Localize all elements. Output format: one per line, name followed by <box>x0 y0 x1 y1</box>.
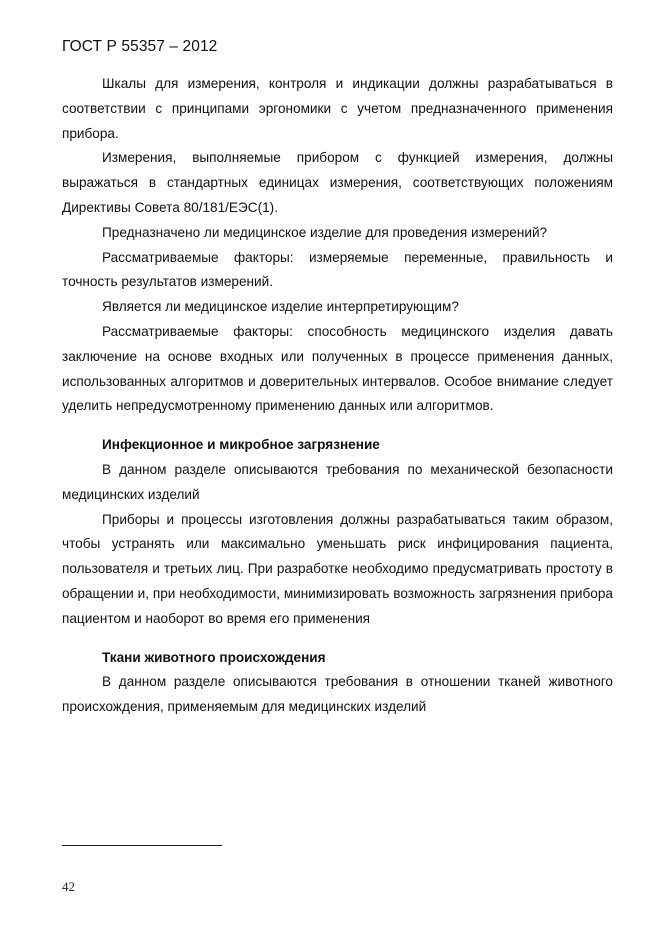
paragraph: Измерения, выполняемые прибором с функцией измерения, должны выражаться в стандартных единицах измерения, соответствующих положениям Директивы Совета 80/181/ЕЭС(1). <box>62 150 613 215</box>
paragraph: Является ли медицинское изделие интерпретирующим? <box>102 299 459 315</box>
paragraph: В данном разделе описываются требования в отношении тканей животного происхождения, применяемым для медицинских изделий <box>62 674 613 715</box>
paragraph: Шкалы для измерения, контроля и индикации должны разрабатываться в соответствии с принципами эргономики с учетом предназначенного применения прибора. <box>62 76 613 141</box>
paragraph: Предназначено ли медицинское изделие для проведения измерений? <box>102 224 548 240</box>
document-header: ГОСТ Р 55357 – 2012 <box>62 38 218 55</box>
paragraph: Приборы и процессы изготовления должны разрабатываться таким образом, чтобы устранять или максимально уменьшать риск инфицирования пациента, пользователя и третьих лиц. При разработке необходимо предусматривать простоту в обращении и, при необходимости, минимизировать возможность загрязнения прибора пациентом и наоборот во время его применения <box>62 511 613 626</box>
document-body <box>62 72 613 720</box>
paragraph: Рассматриваемые факторы: способность медицинского изделия давать заключение на основе входных или полученных в процессе применения данных, использованных алгоритмов и доверительных интервалов. Особое внимание следует уделить непредусмотренному применению данных или алгоритмов. <box>62 323 613 414</box>
footnote-divider <box>62 845 222 846</box>
paragraph: Рассматриваемые факторы: измеряемые переменные, правильность и точность результатов измерений. <box>62 249 613 290</box>
section-heading-animal-tissue: Ткани животного происхождения <box>102 649 326 665</box>
page-number: 42 <box>62 879 75 894</box>
paragraph: В данном разделе описываются требования по механической безопасности медицинских изделий <box>62 461 613 502</box>
section-heading-infection: Инфекционное и микробное загрязнение <box>102 437 380 453</box>
